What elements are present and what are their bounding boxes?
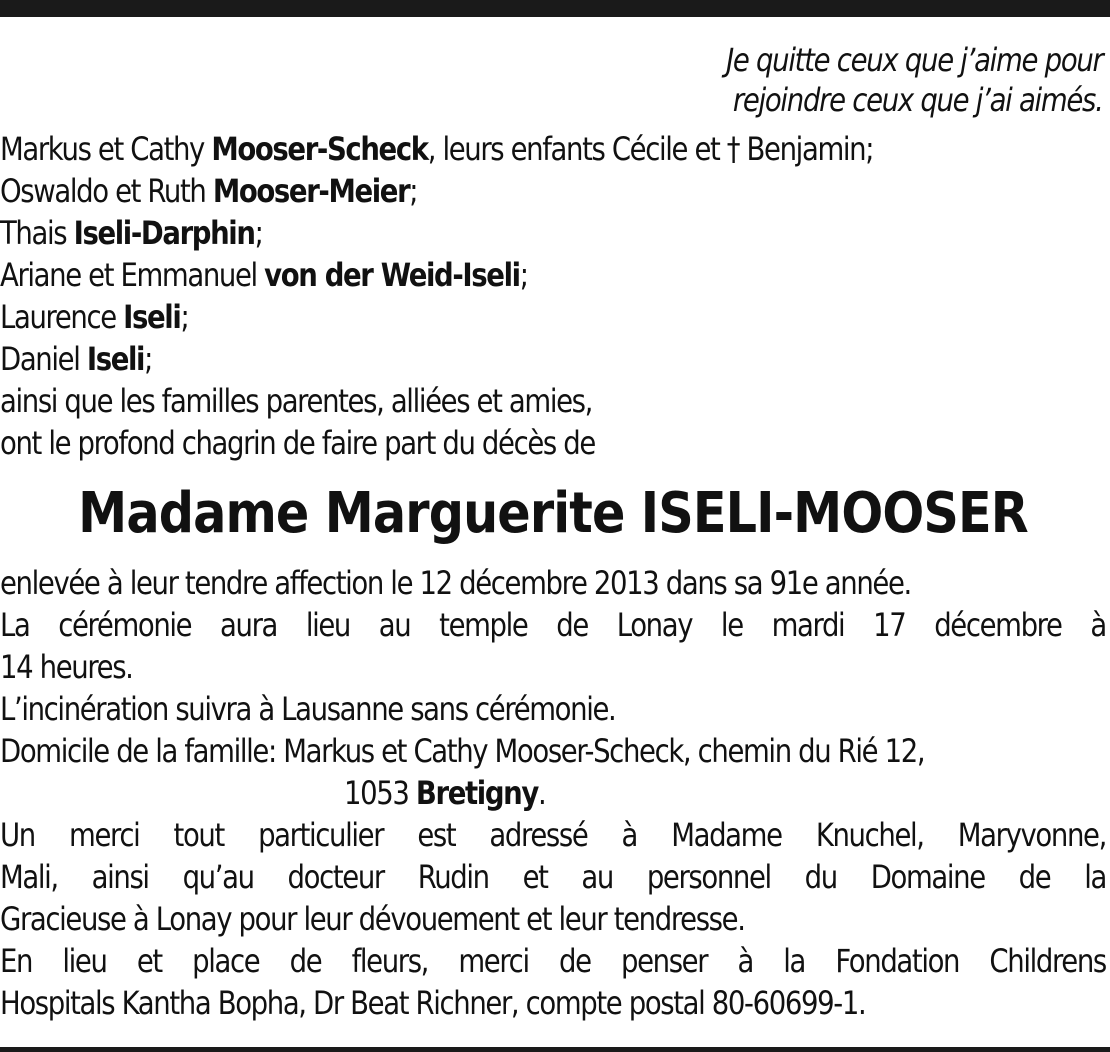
thanks-words-1: [0, 814, 1106, 856]
family-surname: von der Weid-Iseli: [264, 256, 520, 294]
domicile-address: 1053 Bretigny.: [0, 772, 951, 814]
family-line: Laurence Iseli;: [0, 298, 189, 336]
word: Madame: [671, 816, 782, 854]
thanks-line-3: Gracieuse à Lonay pour leur dévouement et leur tendresse.: [0, 900, 745, 938]
word: au: [581, 858, 613, 896]
thanks-line-1: [0, 814, 1106, 856]
family-line: Markus et Cathy Mooser-Scheck, leurs enfants Cécile et † Benjamin;: [0, 130, 874, 168]
word: place: [192, 942, 260, 980]
word: au: [378, 606, 411, 644]
passing-line: enlevée à leur tendre affection le 12 décembre 2013 dans sa 91e année.: [0, 564, 911, 602]
family-surname: Iseli: [86, 340, 145, 378]
word: fleurs,: [351, 942, 429, 980]
intro-line-2: ont le profond chagrin de faire part du décès de: [0, 424, 595, 462]
ceremony-end: 14 heures.: [0, 648, 133, 686]
word: lieu: [62, 942, 107, 980]
word: à: [621, 816, 638, 854]
family-surname: Mooser-Scheck: [211, 130, 428, 168]
word: Rudin: [417, 858, 489, 896]
word: la: [1084, 858, 1106, 896]
flowers-words-1: [0, 940, 1106, 982]
word: aura: [220, 606, 278, 644]
ceremony-line: [0, 604, 1106, 646]
word: du: [804, 858, 837, 896]
bottom-rule: [0, 1047, 1110, 1052]
obituary-notice: [0, 40, 1106, 1024]
thanks-line-2: [0, 856, 1106, 898]
word: lieu: [305, 606, 350, 644]
word: docteur: [287, 858, 384, 896]
cremation-line: L’incinération suivra à Lausanne sans cérémonie.: [0, 690, 616, 728]
word: Knuchel,: [815, 816, 924, 854]
word: est: [417, 816, 456, 854]
word: ainsi: [91, 858, 149, 896]
epitaph-line-1: Je quitte ceux que j’aime pour: [726, 41, 1103, 79]
word: mardi: [771, 606, 845, 644]
word: personnel: [646, 858, 771, 896]
word: de: [289, 942, 322, 980]
family-surname: Iseli-Darphin: [73, 214, 255, 252]
word: Maryvonne,: [957, 816, 1106, 854]
intro-line-1: ainsi que les familles parentes, alliées et amies,: [0, 382, 592, 420]
word: à: [1090, 606, 1106, 644]
word: le: [720, 606, 743, 644]
word: Domaine: [870, 858, 985, 896]
thanks-words-2: [0, 856, 1106, 898]
word: temple: [439, 606, 528, 644]
word: penser: [620, 942, 708, 980]
word: Fondation: [835, 942, 960, 980]
word: à: [737, 942, 753, 980]
ceremony-words: [0, 604, 1106, 646]
word: Un: [0, 816, 35, 854]
family-surname: Mooser-Meier: [212, 172, 410, 210]
word: adressé: [489, 816, 588, 854]
flowers-line-1: [0, 940, 1106, 982]
word: et: [136, 942, 162, 980]
domicile-line: Domicile de la famille: Markus et Cathy Mooser-Scheck, chemin du Rié 12,: [0, 732, 925, 770]
family-line: Daniel Iseli;: [0, 340, 153, 378]
family-line: Oswaldo et Ruth Mooser-Meier;: [0, 172, 418, 210]
word: de: [556, 606, 588, 644]
word: Lonay: [616, 606, 693, 644]
deceased-name: Madame Marguerite ISELI-MOOSER: [78, 481, 1028, 546]
word: La: [0, 606, 30, 644]
word: tout: [173, 816, 224, 854]
top-rule: [0, 0, 1110, 17]
word: qu’au: [182, 858, 254, 896]
word: particulier: [258, 816, 384, 854]
word: 17: [873, 606, 906, 644]
word: En: [0, 942, 33, 980]
word: Mali,: [0, 858, 58, 896]
word: la: [783, 942, 806, 980]
family-surname: Iseli: [123, 298, 181, 336]
word: de: [1018, 858, 1051, 896]
town: Bretigny: [415, 774, 538, 812]
word: cérémonie: [58, 606, 192, 644]
postcode: 1053: [344, 774, 416, 812]
word: merci: [69, 816, 140, 854]
word: Childrens: [989, 942, 1106, 980]
family-line: Thais Iseli-Darphin;: [0, 214, 263, 252]
word: et: [522, 858, 548, 896]
word: merci: [458, 942, 529, 980]
word: de: [559, 942, 591, 980]
family-line: Ariane et Emmanuel von der Weid-Iseli;: [0, 256, 528, 294]
word: décembre: [934, 606, 1062, 644]
flowers-line-2: Hospitals Kantha Bopha, Dr Beat Richner, compte postal 80-60699-1.: [0, 984, 866, 1022]
epitaph-line-2: rejoindre ceux que j’ai aimés.: [732, 81, 1103, 119]
